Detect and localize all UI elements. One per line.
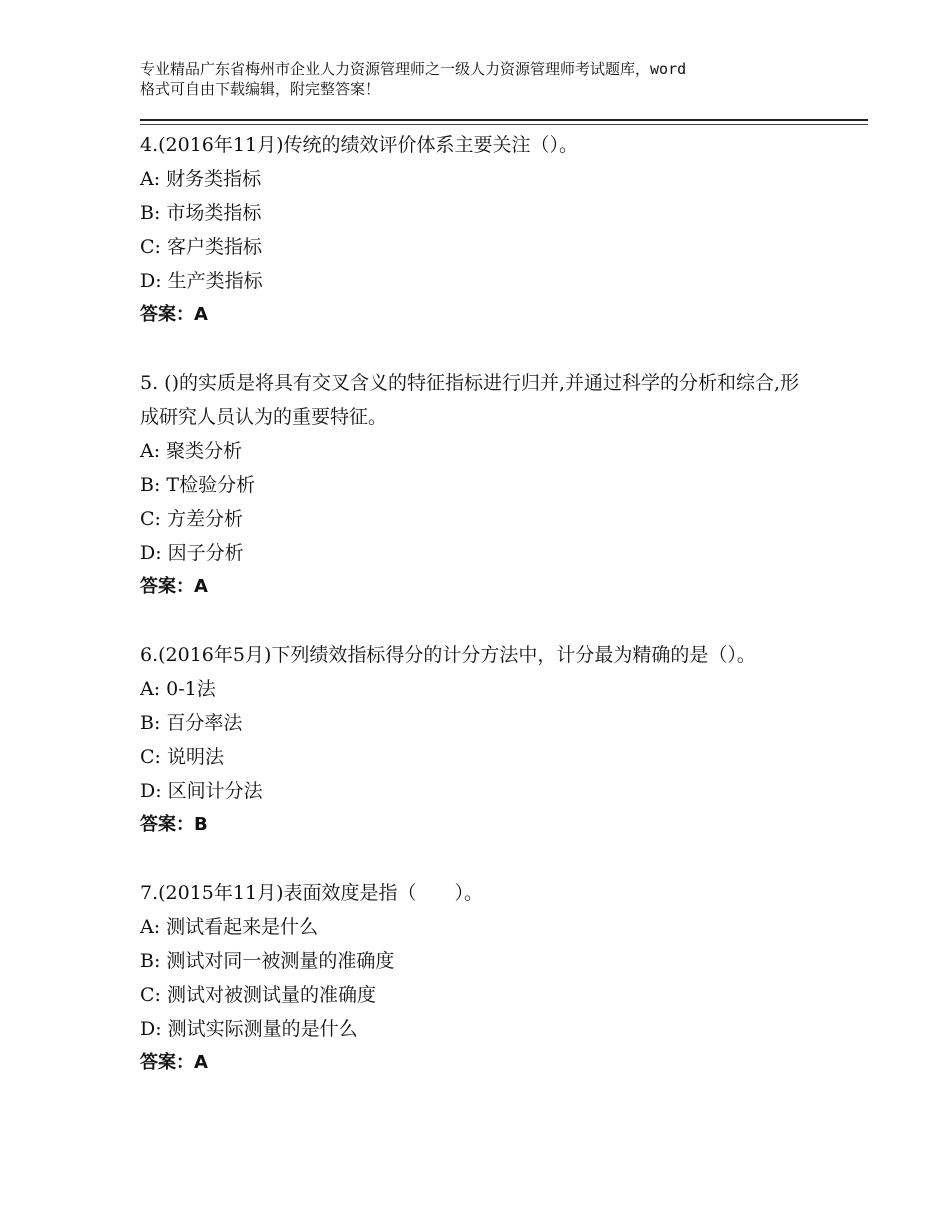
answer-label: 答案：A: [140, 576, 208, 597]
question-list: [140, 128, 800, 1080]
option-d: D: 因子分析: [140, 542, 244, 564]
header-line-1: 专业精品广东省梅州市企业人力资源管理师之一级人力资源管理师考试题库，word: [140, 60, 687, 78]
question-7: [140, 876, 800, 1080]
header-rule-thick: [140, 119, 868, 121]
option-b: B: 测试对同一被测量的准确度: [140, 950, 395, 972]
question-6: [140, 638, 800, 842]
header-line-2: 格式可自由下载编辑，附完整答案！: [140, 80, 381, 98]
option-a: A: 聚类分析: [140, 440, 243, 462]
option-c: C: 说明法: [140, 746, 224, 768]
question-text: 6.(2016年5月)下列绩效指标得分的计分方法中，计分最为精确的是（）。: [140, 644, 756, 666]
option-a: A: 财务类指标: [140, 168, 262, 190]
option-a: A: 测试看起来是什么: [140, 916, 319, 938]
answer-label: 答案：A: [140, 1052, 208, 1073]
option-c: C: 测试对被测试量的准确度: [140, 984, 376, 1006]
option-d: D: 生产类指标: [140, 270, 263, 292]
question-text: 7.(2015年11月)表面效度是指（ ）。: [140, 882, 483, 904]
option-d: D: 区间计分法: [140, 780, 263, 802]
option-b: B: T检验分析: [140, 474, 256, 496]
question-text: 4.(2016年11月)传统的绩效评价体系主要关注（）。: [140, 134, 578, 156]
question-4: [140, 128, 800, 332]
option-b: B: 百分率法: [140, 712, 243, 734]
answer-label: 答案：A: [140, 304, 208, 325]
answer-label: 答案：B: [140, 814, 208, 835]
question-text: 5. ()的实质是将具有交叉含义的特征指标进行归并,并通过科学的分析和综合,形成研究人员认为的重要特征。: [140, 372, 800, 428]
question-gap: [140, 604, 800, 638]
header-rule-thin: [140, 124, 868, 125]
document-header: [140, 59, 868, 99]
option-a: A: 0-1法: [140, 678, 216, 700]
question-5: [140, 366, 800, 604]
option-c: C: 方差分析: [140, 508, 243, 530]
option-d: D: 测试实际测量的是什么: [140, 1018, 358, 1040]
option-b: B: 市场类指标: [140, 202, 262, 224]
option-c: C: 客户类指标: [140, 236, 262, 258]
question-gap: [140, 842, 800, 876]
question-gap: [140, 332, 800, 366]
